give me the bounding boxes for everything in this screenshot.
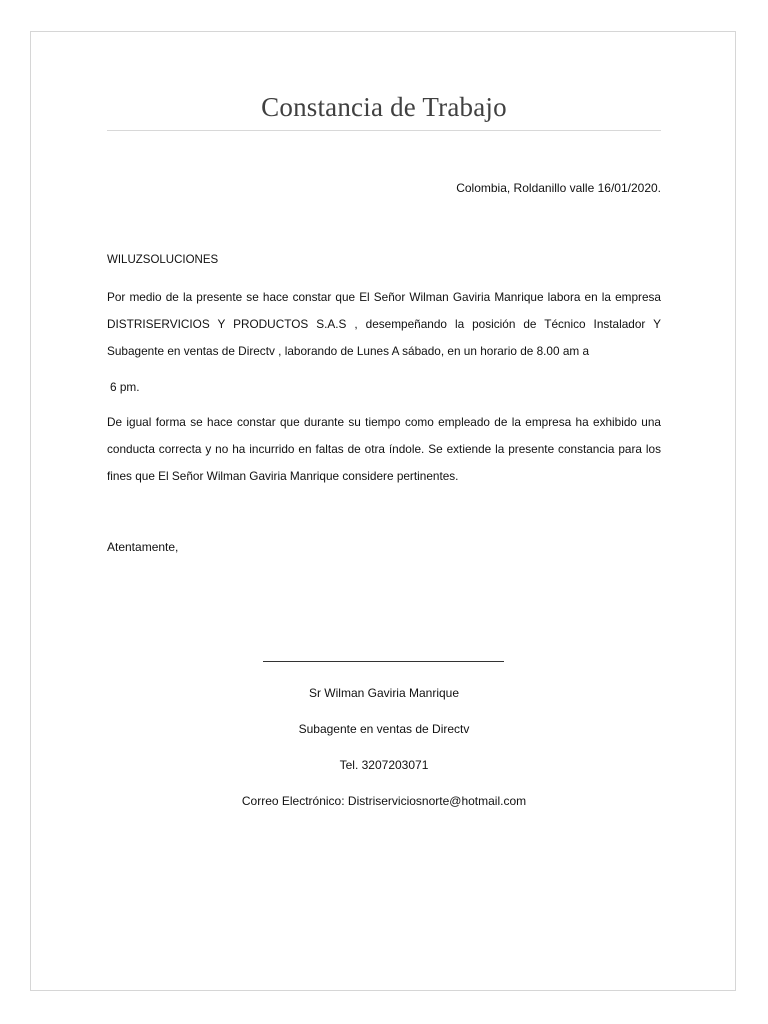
company-name: WILUZSOLUCIONES	[107, 254, 219, 266]
signature-role: Subagente en ventas de Directv	[298, 722, 470, 736]
closing-text: Atentamente,	[107, 540, 179, 554]
place-date: Colombia, Roldanillo valle 16/01/2020.	[456, 181, 661, 195]
signature-email: Correo Electrónico: Distriserviciosnorte@hotmail.com	[241, 794, 527, 808]
body-paragraph-2: De igual forma se hace constar que durante su tiempo como empleado de la empresa ha exhibido una conducta correcta y no ha incurrido en faltas de otra índole. Se extiende la presente constancia para los fines que El Señor Wilman Gaviria Manrique considere pertinentes.	[107, 415, 661, 483]
signature-phone: Tel. 3207203071	[339, 758, 429, 772]
title-divider	[107, 130, 661, 131]
document-title: Constancia de Trabajo	[261, 92, 507, 122]
body-paragraph-1-tail: 6 pm.	[110, 380, 140, 394]
document-page	[30, 31, 736, 991]
signature-line	[263, 661, 504, 662]
signature-name: Sr Wilman Gaviria Manrique	[308, 686, 460, 700]
body-paragraph-1: Por medio de la presente se hace constar que El Señor Wilman Gaviria Manrique labora en la empresa DISTRISERVICIOS Y PRODUCTOS S.A.S , desempeñando la posición de Técnico Instalador Y Subagente en ventas de Directv , laborando de Lunes A sábado, en un horario de 8.00 am a	[107, 290, 661, 358]
